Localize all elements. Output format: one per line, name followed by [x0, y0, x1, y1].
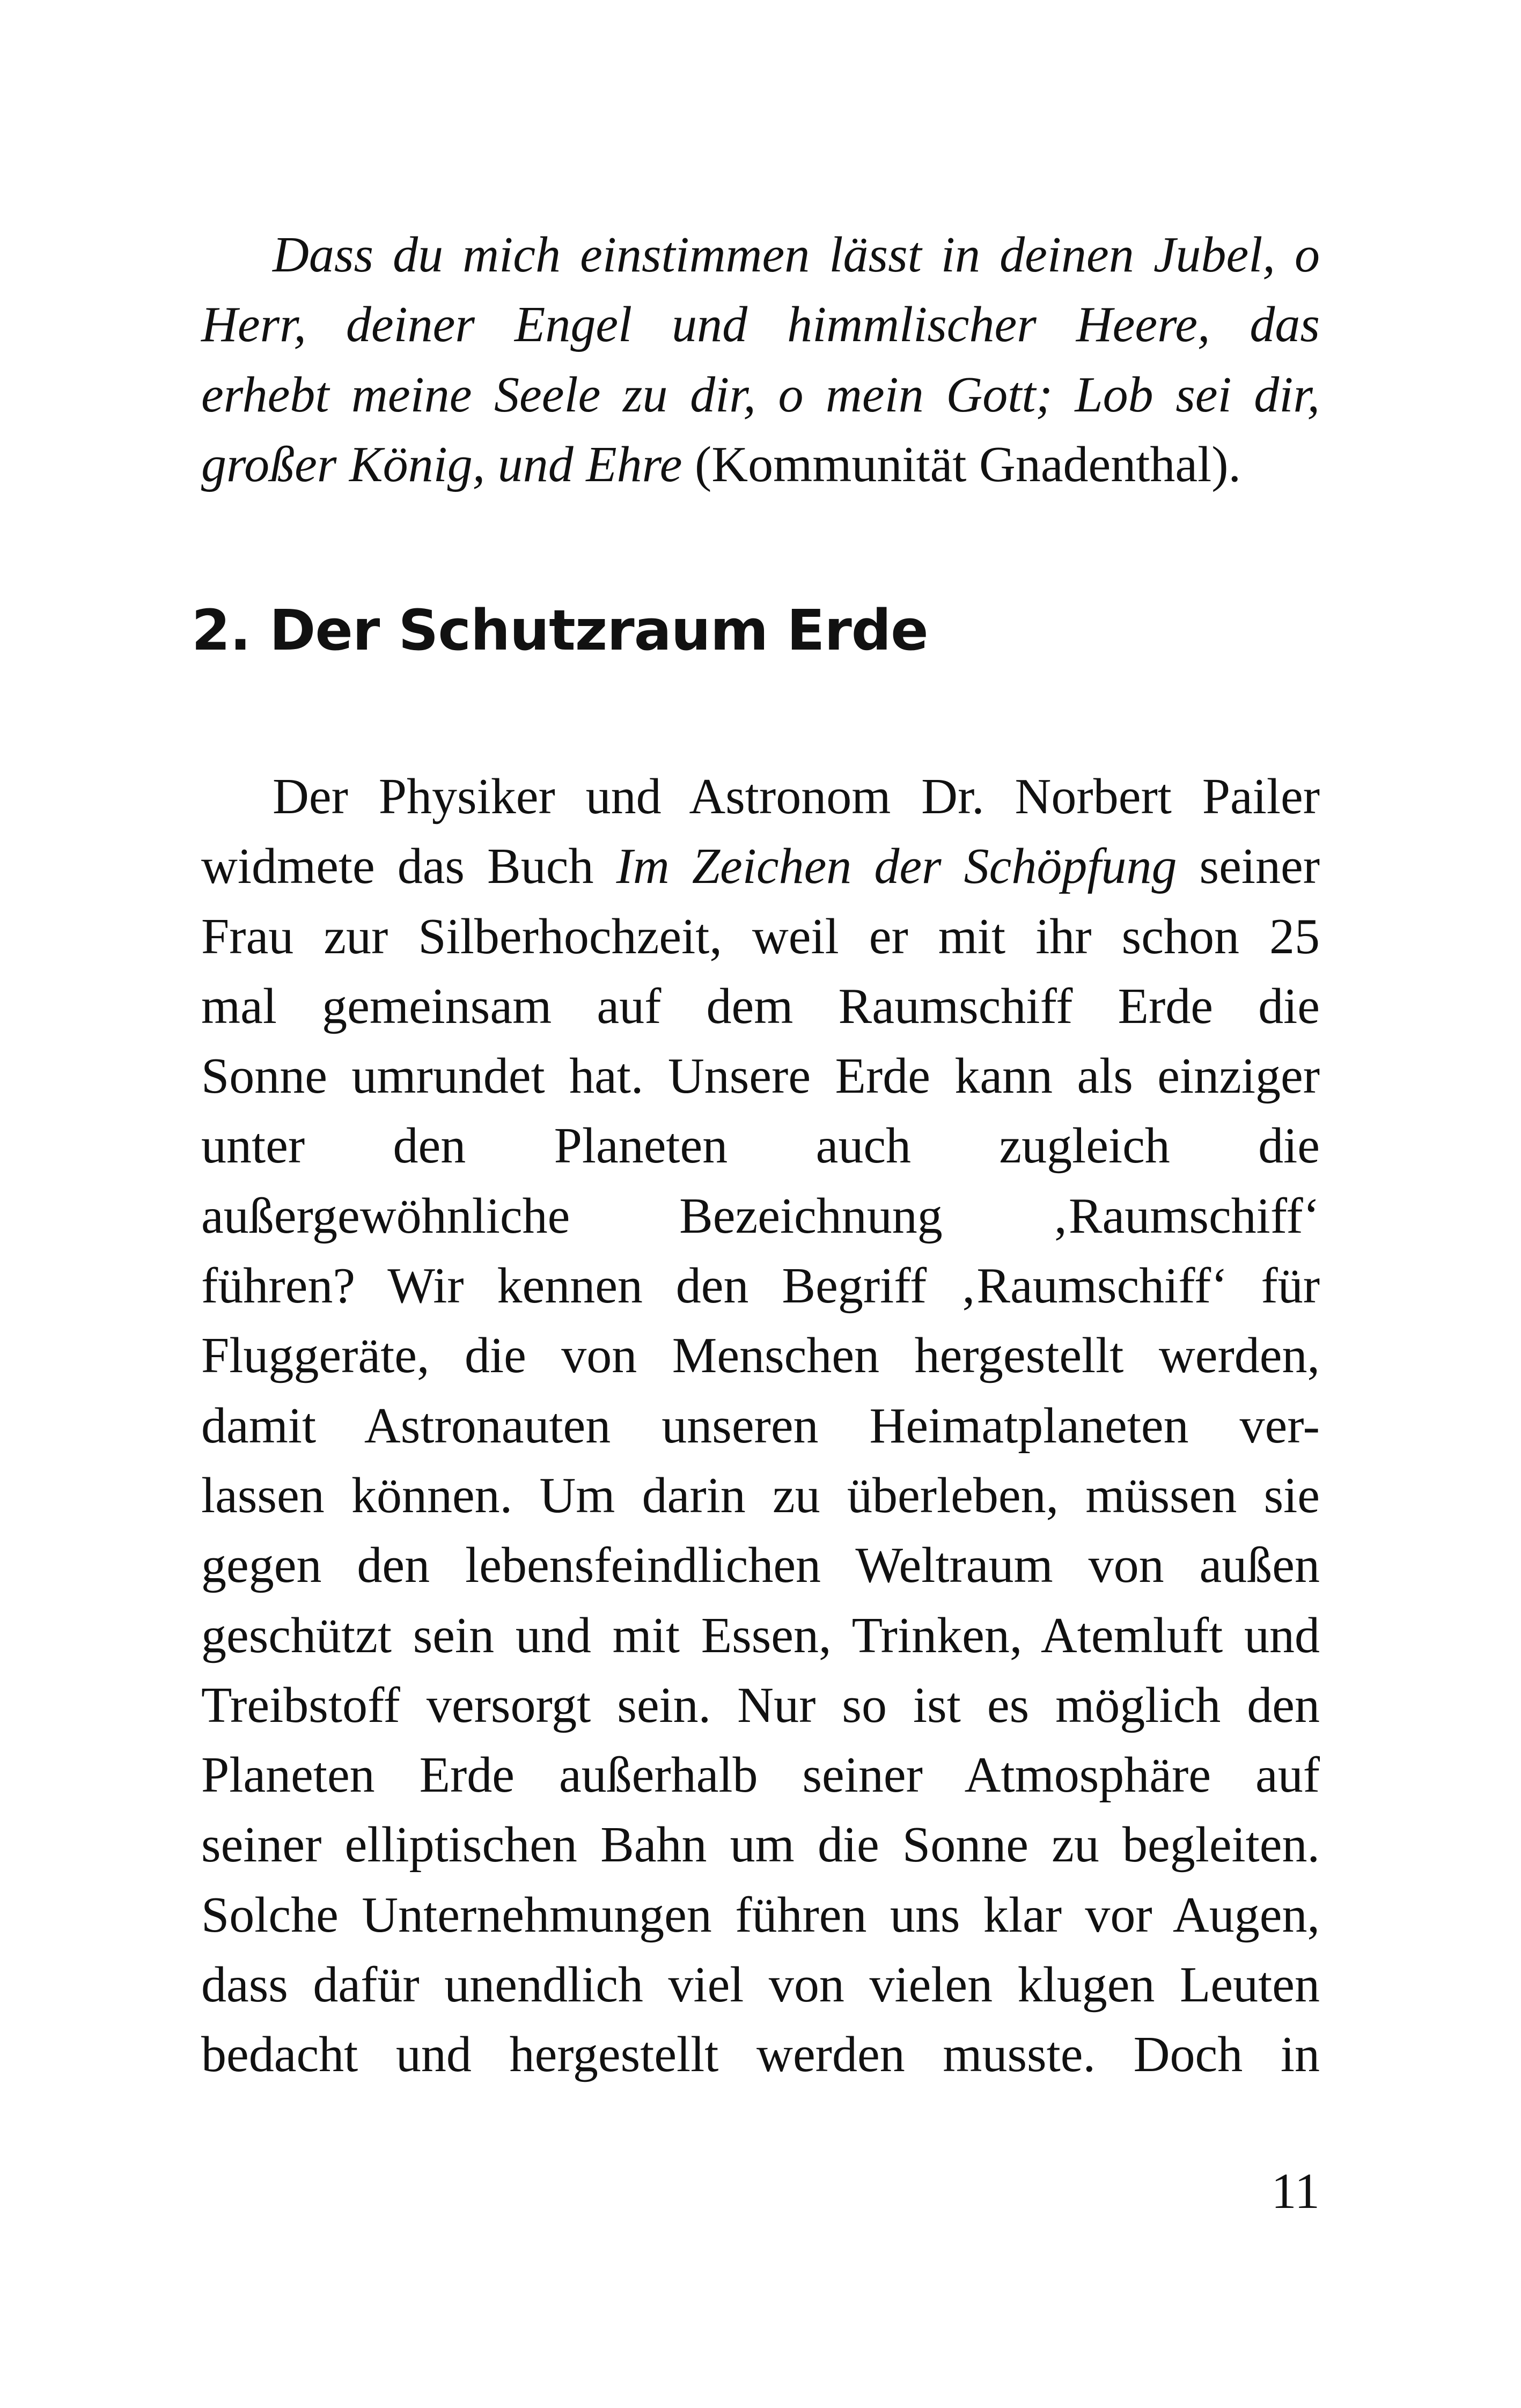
intro-line — [201, 290, 1320, 359]
body-line — [201, 831, 1320, 901]
body-line: Der Physiker und Astronom Dr. Norbert Pailer — [273, 769, 1320, 824]
body-line: unter den Planeten auch zugleich die — [201, 1118, 1320, 1174]
book-title: Im Zeichen der Schöpfung — [616, 838, 1177, 895]
intro-line — [201, 220, 1320, 290]
body-line: Sonne umrundet hat. Unsere Erde kann als einziger — [201, 1048, 1320, 1104]
intro-line — [201, 430, 1320, 499]
body-line: Treibstoff versorgt sein. Nur so ist es möglich den — [201, 1677, 1320, 1733]
body-line: außergewöhnliche Bezeichnung ‚Raumschiff‘ — [201, 1188, 1320, 1244]
body-line-text: seiner — [1177, 838, 1320, 895]
body-line: Solche Unternehmungen führen uns klar vor Augen, — [201, 1887, 1320, 1943]
body-line: mal gemeinsam auf dem Raumschiff Erde die — [201, 978, 1320, 1034]
intro-line-italic: großer König, und Ehre — [201, 436, 682, 492]
intro-line-text: erhebt meine Seele zu dir, o mein Gott; Lob sei dir, — [201, 366, 1320, 423]
intro-source-citation: (Kommunität Gnadenthal). — [682, 436, 1241, 492]
intro-line — [201, 360, 1320, 430]
body-line: seiner elliptischen Bahn um die Sonne zu begleiten. — [201, 1817, 1320, 1873]
intro-line-text: Herr, deiner Engel und himmlischer Heere, das — [201, 297, 1320, 353]
body-line: bedacht und hergestellt werden musste. Doch in — [201, 2027, 1320, 2083]
body-line-text: widmete das Buch — [201, 838, 616, 895]
body-line: gegen den lebensfeindlichen Weltraum von außen — [201, 1537, 1320, 1594]
body-line: geschützt sein und mit Essen, Trinken, Atemluft und — [201, 1607, 1320, 1663]
body-line: dass dafür unendlich viel von vielen klugen Leuten — [201, 1957, 1320, 2013]
body-line: führen? Wir kennen den Begriff ‚Raumschiff‘ für — [201, 1258, 1320, 1314]
intro-paragraph — [201, 220, 1320, 499]
body-line: Frau zur Silberhochzeit, weil er mit ihr schon 25 — [201, 908, 1320, 964]
body-line: damit Astronauten unseren Heimatplaneten ver- — [201, 1397, 1320, 1454]
body-paragraph — [201, 762, 1320, 2090]
intro-line-text: Dass du mich einstimmen lässt in deinen Jubel, o — [273, 227, 1320, 283]
body-line: Planeten Erde außerhalb seiner Atmosphäre auf — [201, 1747, 1320, 1803]
section-heading: 2. Der Schutzraum Erde — [192, 598, 928, 663]
body-line: Fluggeräte, die von Menschen hergestellt werden, — [201, 1328, 1320, 1384]
page-number: 11 — [1271, 2163, 1320, 2219]
body-line: lassen können. Um darin zu überleben, müssen sie — [201, 1467, 1320, 1523]
